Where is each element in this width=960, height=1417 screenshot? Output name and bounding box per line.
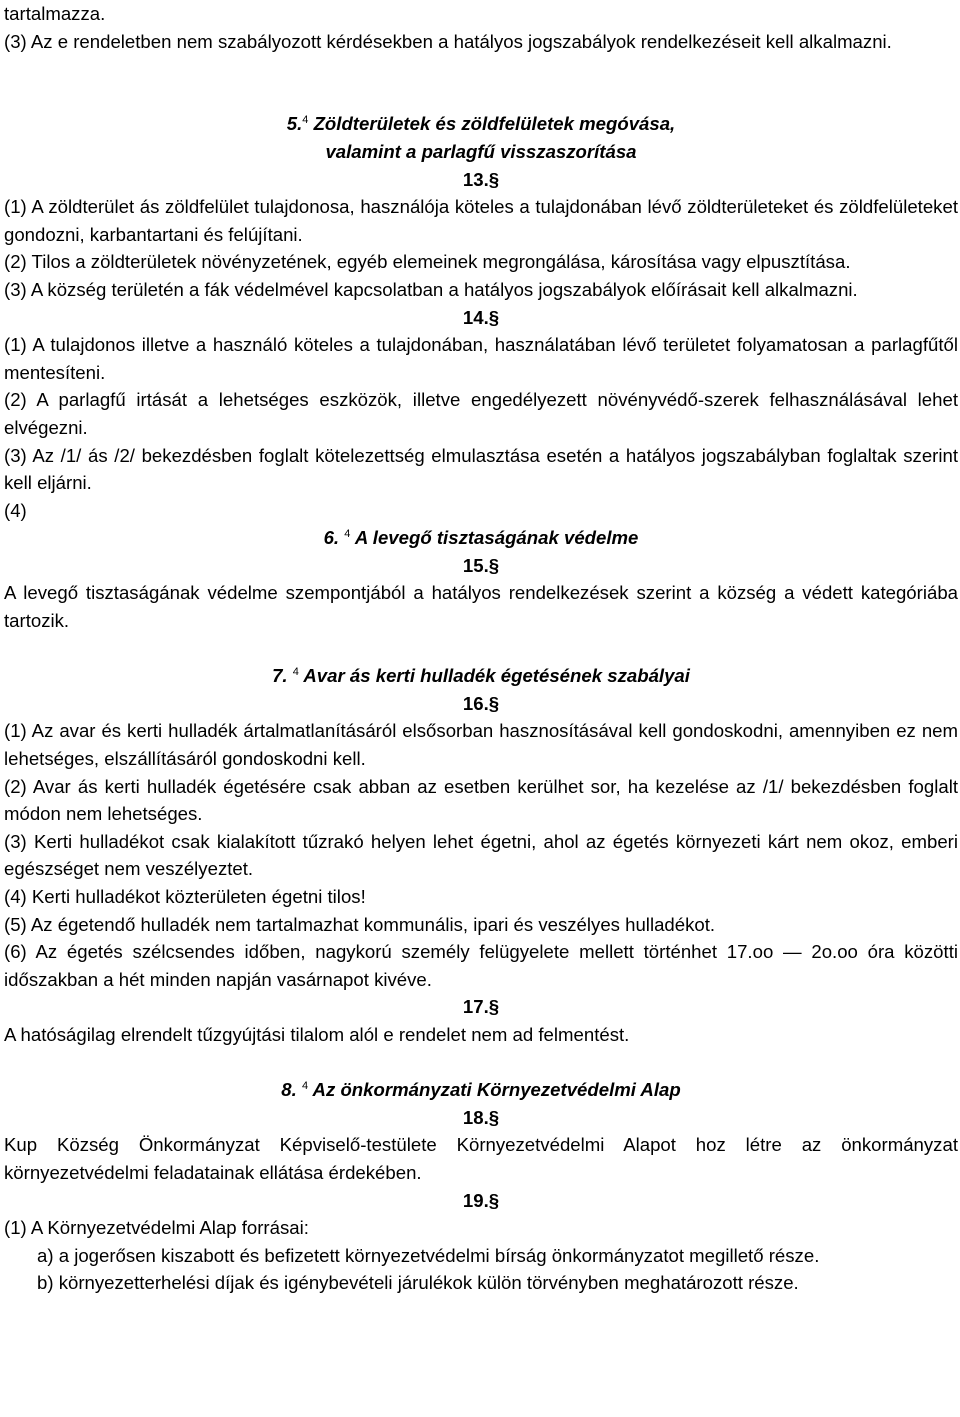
text-paragraph: (1) Az avar és kerti hulladék ártalmatlanításáról elsősorban hasznosításával kell gondoskodni, amennyiben ez nem lehetséges, elszállításáról gondoskodni kell. — [4, 720, 958, 770]
document-page — [4, 0, 958, 1297]
text-paragraph: (3) Az e rendeletben nem szabályozott kérdésekben a hatályos jogszabályok rendelkezéseit kell alkalmazni. — [4, 30, 892, 52]
section-heading: 6. $^4$ A levegő tisztaságának védelme — [323, 527, 639, 549]
paragraph-number: 18.§ — [462, 1106, 500, 1128]
text-paragraph: (3) Kerti hulladékot csak kialakított tűzrakó helyen lehet égetni, ahol az égetés környezeti kárt nem okoz, emberi egészséget nem veszélyeztet. — [4, 830, 958, 880]
paragraph-number: 16.§ — [462, 692, 500, 714]
paragraph-sign-link[interactable]: § — [488, 996, 500, 1018]
section-heading-line2: valamint a parlagfű visszaszorítása — [325, 140, 637, 162]
text-paragraph: (4) — [4, 499, 27, 521]
paragraph-sign-link[interactable]: § — [488, 1189, 500, 1211]
paragraph-sign-link[interactable]: § — [488, 692, 500, 714]
text-paragraph: (2) Tilos a zöldterületek növényzetének, egyéb elemeinek megrongálása, károsítása vagy elpusztítása. — [4, 251, 851, 273]
text-paragraph: (1) A Környezetvédelmi Alap forrásai: — [4, 1217, 309, 1239]
text-paragraph: (5) Az égetendő hulladék nem tartalmazhat kommunális, ipari és veszélyes hulladékot. — [4, 913, 716, 935]
paragraph-sign-link[interactable]: § — [488, 1106, 500, 1128]
section-heading: 8. $^4$ Az önkormányzati Környezetvédelmi Alap — [281, 1079, 681, 1101]
text-paragraph: A hatóságilag elrendelt tűzgyújtási tilalom alól e rendelet nem ad felmentést. — [4, 1023, 630, 1045]
text-paragraph: Kup Község Önkormányzat Képviselő-testülete Környezetvédelmi Alapot hoz létre az önkormányzat környezetvédelmi feladatainak ellátása érdekében. — [4, 1134, 958, 1183]
list-item: b) környezetterhelési díjak és igénybevételi járulékok külön törvényben meghatározott része. — [37, 1272, 799, 1294]
list-item: a) a jogerősen kiszabott és befizetett környezetvédelmi bírság önkormányzatot megillető része. — [37, 1244, 820, 1266]
paragraph-number: 14.§ — [462, 306, 500, 328]
paragraph-number: 15.§ — [462, 554, 500, 576]
text-paragraph: A levegő tisztaságának védelme szempontjából a hatályos rendelkezések szerint a község a védett kategóriába tartozik. — [4, 582, 958, 632]
text-paragraph: (3) Az /1/ ás /2/ bekezdésben foglalt kötelezettség elmulasztása esetén a hatályos jogszabályban foglaltak szerint kell eljárni. — [4, 444, 958, 494]
text-paragraph: (6) Az égetés szélcsendes időben, nagykorú személy felügyelete mellett történhet 17.oo — 2o.oo óra közötti időszakban a hét minden napján vasárnapot kivéve. — [4, 941, 958, 990]
text-paragraph: (1) A zöldterület ás zöldfelület tulajdonosa, használója köteles a tulajdonában lévő zöldterületeket és zöldfelületeket gondozni, karbantartani és felújítani. — [4, 196, 958, 245]
paragraph-sign-link[interactable]: § — [488, 554, 500, 576]
text-paragraph: (2) Avar ás kerti hulladék égetésére csak abban az esetben kerülhet sor, ha kezelése az /1/ bekezdésben foglalt módon nem lehetséges. — [4, 775, 958, 825]
paragraph-sign-link[interactable]: § — [488, 306, 500, 328]
section-heading: 5.$^4$ Zöldterületek és zöldfelületek megóvása, — [286, 113, 676, 135]
text-line: tartalmazza. — [4, 3, 106, 24]
text-paragraph: (3) A község területén a fák védelmével kapcsolatban a hatályos jogszabályok előírásait kell alkalmazni. — [4, 278, 858, 300]
paragraph-number: 17.§ — [462, 996, 500, 1018]
paragraph-number: 19.§ — [462, 1189, 500, 1211]
text-paragraph: (4) Kerti hulladékot közterületen égetni tilos! — [4, 886, 366, 907]
section-heading: 7. $^4$ Avar ás kerti hulladék égetésének szabályai — [272, 665, 690, 687]
text-paragraph: (2) A parlagfű irtását a lehetséges eszközök, illetve engedélyezett növényvédő-szerek felhasználásával lehet elvégezni. — [4, 389, 958, 438]
text-paragraph: (1) A tulajdonos illetve a használó köteles a tulajdonában, használatában lévő területet folyamatosan a parlagfűtől mentesíteni. — [4, 334, 958, 383]
paragraph-sign-link[interactable]: § — [488, 168, 500, 190]
paragraph-number: 13.§ — [462, 168, 500, 190]
